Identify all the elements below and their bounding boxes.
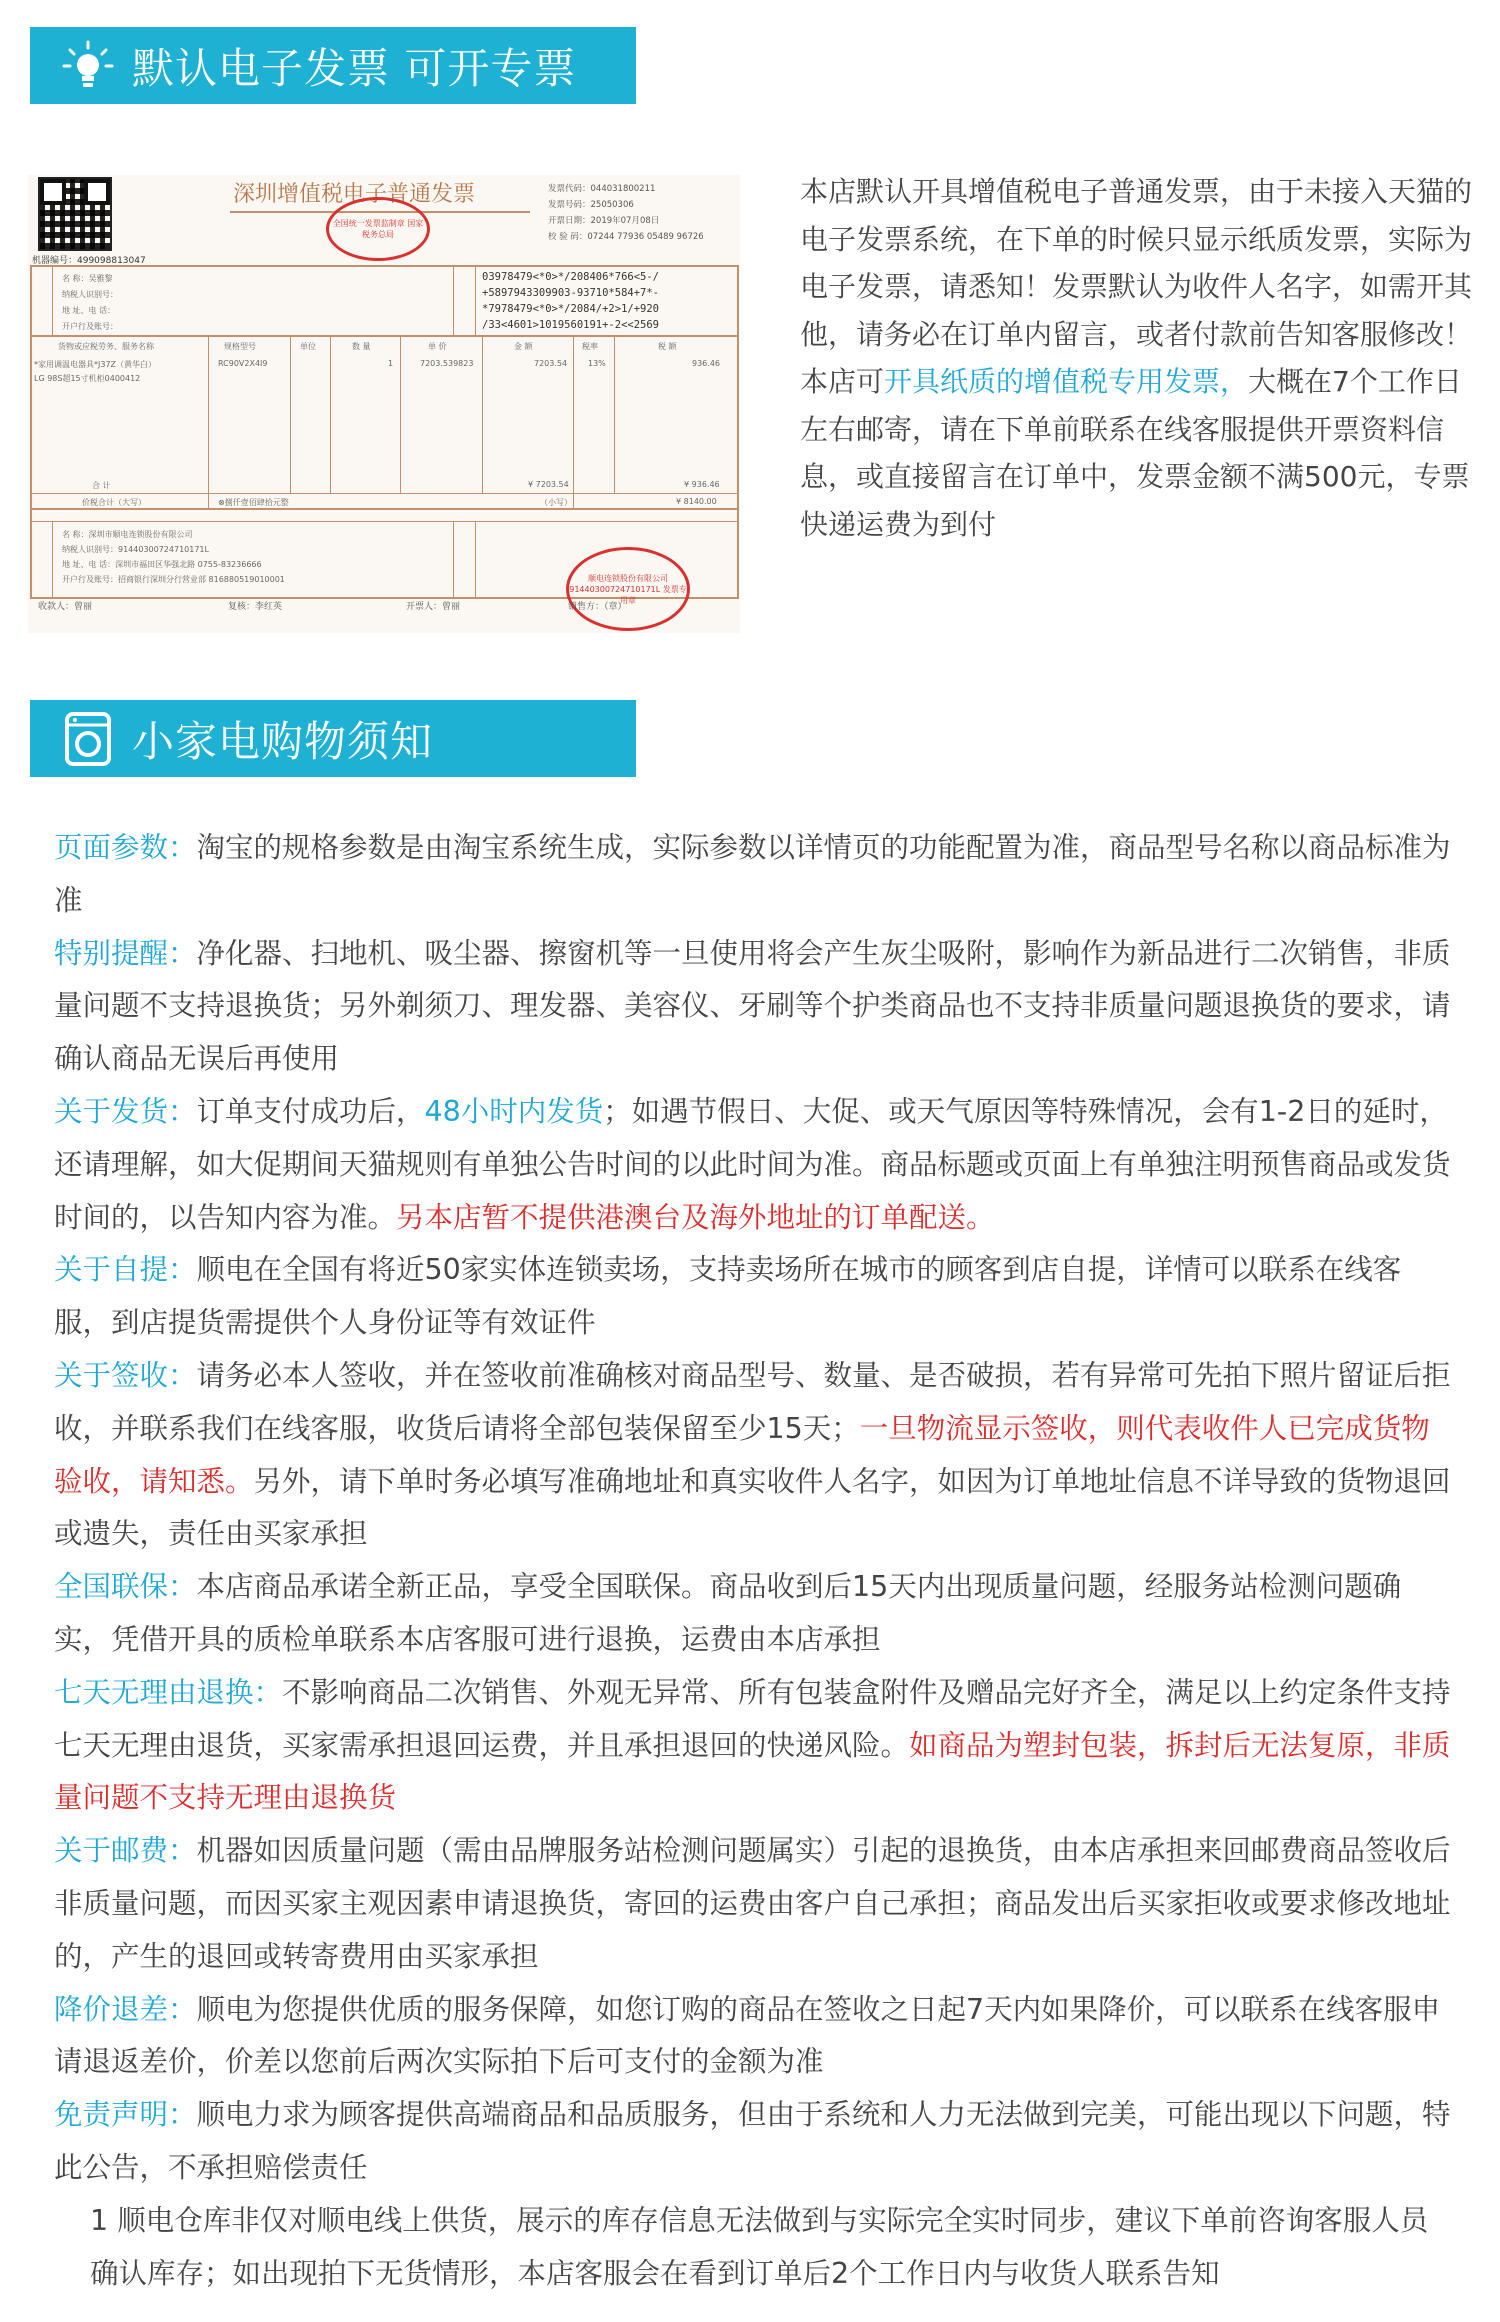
section-title: 默认电子发票 可开专票: [132, 43, 577, 93]
washing-machine-icon: [58, 709, 118, 769]
footer-reviewer: 复核：李红英: [228, 602, 283, 612]
section-banner-shopping-notice: [30, 700, 636, 777]
invoice-title: 深圳增值税电子普通发票: [233, 182, 476, 207]
invoice-description: [800, 168, 1476, 548]
section-title: 小家电购物须知: [132, 716, 434, 766]
total-tax: ¥ 936.46: [684, 480, 720, 489]
notice-postage: 关于邮费：机器如因质量问题（需由品牌服务站检测问题属实）引起的退换货，由本店承担来回邮费商品签收后非质量问题，而因买家主观因素申请退换货，寄回的运费由客户自己承担；商品发出后买家拒收或要求修改地址的，产生的退回或转寄费用由买家承担: [54, 1834, 1451, 1973]
col-price: 单 价: [428, 342, 447, 351]
disclaimer-item-1: 1 顺电仓库非仅对顺电线上供货，展示的库存信息无法做到与实际完全实时同步，建议下单前咨询客服人员确认库存；如出现拍下无货情形，本店客服会在看到订单后2个工作日内与收货人联系告知: [90, 2203, 1429, 2290]
grand-total-label: 价税合计（大写）: [82, 498, 146, 507]
item-price: 7203.539823: [420, 359, 474, 368]
notice-shipping: 关于发货：订单支付成功后，48小时内发货；如遇节假日、大促、或天气原因等特殊情况，会有1-2日的延时，还请理解，如大促期间天猫规则有单独公告时间的以此时间为准。商品标题或页面上有单独注明预售商品或发货时间的，以告知内容为准。另本店暂不提供港澳台及海外地址的订单配送。: [54, 1094, 1451, 1234]
item-model: RC90V2X4I9: [218, 359, 268, 368]
invoice-image: [28, 175, 740, 633]
item-qty: 1: [388, 359, 394, 368]
notice-national-warranty: 全国联保：本店商品承诺全新正品，享受全国联保。商品收到后15天内出现质量问题，经服务站检测问题确实，凭借开具的质检单联系本店客服可进行退换，运费由本店承担: [54, 1570, 1402, 1656]
item-tax: 936.46: [692, 359, 720, 368]
notice-page-params: 页面参数：淘宝的规格参数是由淘宝系统生成，实际参数以详情页的功能配置为准，商品型号名称以商品标准为准: [54, 831, 1451, 917]
total-amount: ¥ 7203.54: [528, 480, 569, 489]
qr-code: [40, 179, 110, 249]
col-qty: 数 量: [352, 342, 371, 351]
description-para-1: 本店默认开具增值税电子普通发票，由于未接入天猫的电子发票系统，在下单的时候只显示纸质发票，实际为电子发票，请悉知！发票默认为收件人名字，如需开其他，请务必在订单内留言，或者付款前告知客服修改！: [800, 175, 1473, 351]
buyer-info: 名 称：吴雅黎 纳税人识别号： 地 址、电 话： 开户行及账号：: [62, 274, 118, 331]
special-invoice-highlight: 开具纸质的增值税专用发票，: [884, 365, 1249, 398]
item-rate: 13%: [588, 359, 606, 368]
col-tax: 税 额: [658, 342, 677, 351]
footer-seller: 销售方：（章）: [568, 602, 627, 612]
notice-disclaimer: 免责声明：顺电力求为顾客提供高端商品和品质服务，但由于系统和人力无法做到完美，可能出现以下问题，特此公告，不承担赔偿责任: [54, 2098, 1451, 2184]
col-model: 规格型号: [224, 342, 256, 351]
notice-seven-day-return: 七天无理由退换：不影响商品二次销售、外观无异常、所有包装盒附件及赠品完好齐全，满足以上约定条件支持七天无理由退货，买家需承担退回运费，并且承担退回的快递风险。如商品为塑封包装，拆封后无法复原，非质量问题不支持无理由退换货: [54, 1675, 1451, 1815]
machine-code: 机器编号：499098813047: [32, 256, 146, 266]
item-name-2: LG 98S超15寸机柜0400412: [34, 374, 141, 383]
notice-self-pickup: 关于自提：顺电在全国有将近50家实体连锁卖场，支持卖场所在城市的顾客到店自提，详情可以联系在线客服，到店提货需提供个人身份证等有效证件: [54, 1253, 1402, 1340]
grand-total-words: ⊗捌仟壹佰肆拾元整: [218, 498, 289, 507]
item-name: *家用调温电器具*J37Z（黄华白）: [34, 360, 157, 369]
col-name: 货物或应税劳务、服务名称: [58, 342, 154, 351]
notice-price-protection: 降价退差：顺电为您提供优质的服务保障，如您订购的商品在签收之日起7天内如果降价，可以联系在线客服申请退返差价，价差以您前后两次实际拍下后可支付的金额为准: [54, 1992, 1441, 2079]
col-unit: 单位: [300, 342, 316, 351]
invoice-stamp-top: 全国统一发票监制章 国家税务总局: [326, 197, 430, 261]
shopping-notice-list: [54, 822, 1454, 2300]
grand-total-small-label: （小写）: [540, 498, 572, 507]
lightbulb-icon: [58, 36, 118, 96]
description-para-2: 本店可开具纸质的增值税专用发票，大概在7个工作日左右邮寄，请在下单前联系在线客服提供开票资料信息，或直接留言在订单中，发票金额不满500元，专票快递运费为到付: [800, 365, 1470, 541]
invoice-meta: 发票代码：044031800211 发票号码：25050306 开票日期：2019年07月08日 校 验 码：07244 77936 05489 96726: [548, 184, 704, 242]
notice-special-reminder: 特别提醒：净化器、扫地机、吸尘器、擦窗机等一旦使用将会产生灰尘吸附，影响作为新品进行二次销售，非质量问题不支持退换货；另外剃须刀、理发器、美容仪、牙刷等个护类商品也不支持非质量问题退换货的要求，请确认商品无误后再使用: [54, 936, 1451, 1076]
col-amount: 金 额: [514, 342, 533, 351]
col-rate: 税率: [582, 342, 598, 351]
invoice-stamp-seller: 顺电连锁股份有限公司 91440300724710171L 发票专用章: [566, 547, 690, 631]
total-label: 合 计: [92, 481, 111, 490]
cipher-area: 03978479<*0>*/208406*766<5-/ +5897943309903-93710*584+7*- *7978479<*0>*/2084/+2>1/+920 /33<4601>1019560191+-2<<2569: [482, 271, 660, 331]
item-amount: 7203.54: [534, 359, 568, 368]
seller-info: 名 称：深圳市顺电连锁股份有限公司 纳税人识别号：91440300724710171L 地 址、电 话：深圳市福田区华强北路 0755-83236666 开户行及账号：招商银行深圳分行营业部 816880519010001: [62, 530, 285, 584]
section-banner-invoice: [30, 27, 636, 104]
notice-signing: 关于签收：请务必本人签收，并在签收前准确核对商品型号、数量、是否破损，若有异常可先拍下照片留证后拒收，并联系我们在线客服，收货后请将全部包装保留至少15天；一旦物流显示签收，则代表收件人已完成货物验收，请知悉。另外，请下单时务必填写准确地址和真实收件人名字，如因为订单地址信息不详导致的货物退回或遗失，责任由买家承担: [54, 1358, 1451, 1551]
footer-drawer: 开票人：曾丽: [406, 602, 461, 612]
grand-total-value: ¥ 8140.00: [676, 497, 717, 506]
footer-payee: 收款人：曾丽: [38, 602, 93, 612]
